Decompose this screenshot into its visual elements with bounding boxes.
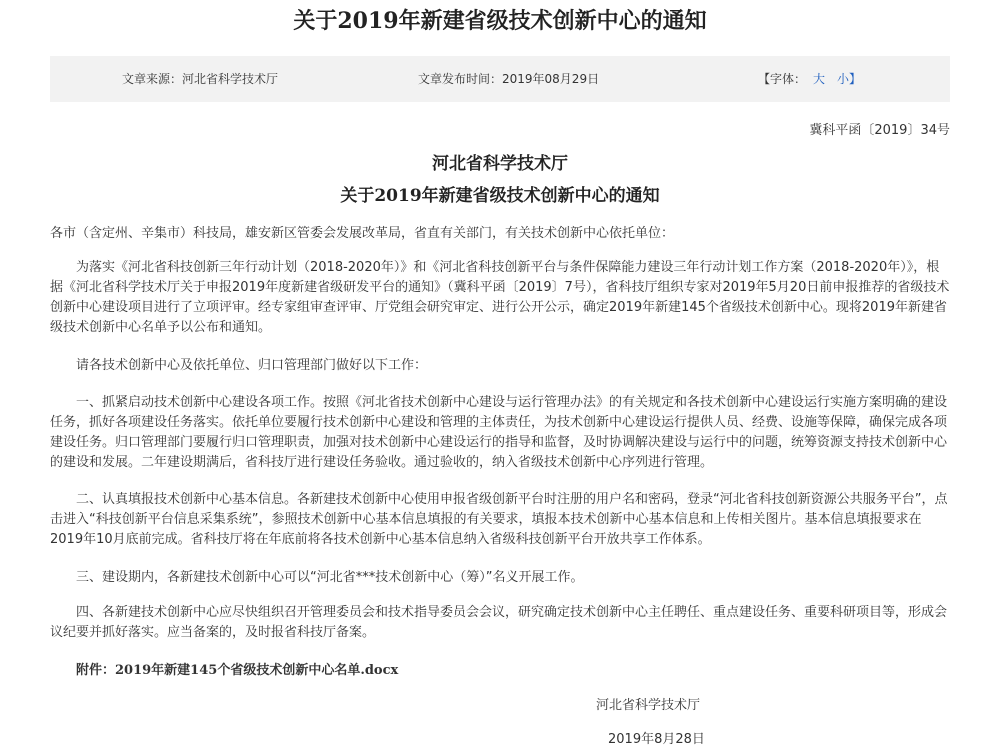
publish-date: 文章发布时间：2019年08月29日 bbox=[418, 72, 600, 86]
font-large-button[interactable]: 大 bbox=[813, 72, 826, 86]
document-heading: 关于2019年新建省级技术创新中心的通知 bbox=[340, 186, 660, 206]
font-size-label: 【字体： bbox=[758, 72, 807, 86]
font-small-button[interactable]: 小】 bbox=[837, 72, 862, 86]
document-number: 冀科平函〔2019〕34号 bbox=[809, 123, 950, 138]
recipients-line: 各市（含定州、辛集市）科技局，雄安新区管委会发展改革局，省直有关部门，有关技术创新中心依托单位： bbox=[50, 226, 675, 241]
paragraph-item-2: 二、认真填报技术创新中心基本信息。各新建技术创新中心使用申报省级创新平台时注册的用户名和密码，登录“河北省科技创新资源公共服务平台”，点击进入“科技创新平台信息采集系统”，参照技术创新中心基本信息填报的有关要求，填报本技术创新中心基本信息和上传相关图片。基本信息填报要求在2019年10月底前完成。省科技厅将在年底前将各技术创新中心基本信息纳入省级科技创新平台开放共享工作体系。 bbox=[50, 492, 948, 547]
font-size-control bbox=[758, 71, 861, 87]
page-title: 关于2019年新建省级技术创新中心的通知 bbox=[293, 8, 707, 34]
signature-date: 2019年8月28日 bbox=[608, 732, 705, 747]
article-info-bar bbox=[50, 56, 950, 102]
paragraph-item-1: 一、抓紧启动技术创新中心建设各项工作。按照《河北省技术创新中心建设与运行管理办法》的有关规定和各技术创新中心建设运行实施方案明确的建设任务，抓好各项建设任务落实。依托单位要履行技术创新中心建设和管理的主体责任，为技术创新中心建设运行提供人员、经费、设施等保障，确保完成各项建设任务。归口管理部门要履行归口管理职责，加强对技术创新中心建设运行的指导和监督，及时协调解决建设与运行中的问题，统筹资源支持技术创新中心的建设和发展。二年建设期满后，省科技厅进行建设任务验收。通过验收的，纳入省级技术创新中心序列进行管理。 bbox=[50, 395, 948, 470]
signature-organization: 河北省科学技术厅 bbox=[596, 698, 701, 713]
issuing-organization: 河北省科学技术厅 bbox=[432, 154, 568, 174]
paragraph-item-4: 四、各新建技术创新中心应尽快组织召开管理委员会和技术指导委员会会议，研究确定技术创新中心主任聘任、重点建设任务、重要科研项目等，形成会议纪要并抓好落实。应当备案的，及时报省科技厅备案。 bbox=[50, 605, 948, 640]
paragraph-intro: 为落实《河北省科技创新三年行动计划（2018-2020年）》和《河北省科技创新平台与条件保障能力建设三年行动计划工作方案（2018-2020年）》，根据《河北省科学技术厅关于申报2019年度新建省级研发平台的通知》（冀科平函〔2019〕7号），省科技厅组织专家对2019年5月20日前申报推荐的省级技术创新中心建设项目进行了立项评审。经专家组审查评审、厅党组会研究审定、进行公开公示，确定2019年新建145个省级技术创新中心。现将2019年新建省级技术创新中心名单予以公布和通知。 bbox=[50, 260, 950, 335]
attachment-link[interactable]: 附件：2019年新建145个省级技术创新中心名单.docx bbox=[76, 663, 399, 678]
paragraph-item-3: 三、建设期内，各新建技术创新中心可以“河北省***技术创新中心（筹）”名义开展工作。 bbox=[76, 570, 584, 585]
article-source: 文章来源：河北省科学技术厅 bbox=[122, 72, 279, 86]
paragraph-request: 请各技术创新中心及依托单位、归口管理部门做好以下工作： bbox=[76, 358, 428, 373]
